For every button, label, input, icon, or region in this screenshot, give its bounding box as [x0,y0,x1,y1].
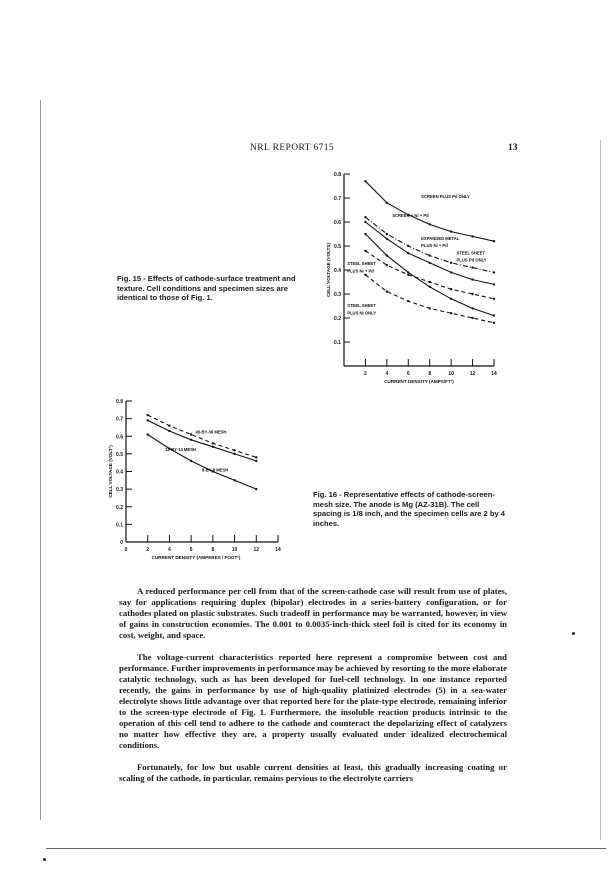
y-axis-label: CELL VOLTAGE (VOLT¹) [108,445,113,498]
data-point [429,281,431,283]
data-point [147,414,149,416]
data-point [364,216,366,218]
series-line [148,435,257,490]
curve-label: SCREEN PLUS Pd ONLY [421,194,470,199]
data-point [471,293,473,295]
data-point [407,300,409,302]
data-point [386,290,388,292]
data-point [471,278,473,280]
x-tick-label: 2 [146,547,150,553]
y-tick-label: 0.8 [334,172,341,178]
data-point [233,479,235,481]
data-point [386,238,388,240]
data-point [386,202,388,204]
y-tick-label: 0 [120,540,123,546]
data-point [429,223,431,225]
curve-label: STEEL SHEET [347,261,376,267]
data-point [450,288,452,290]
paragraph: The voltage-current characteristics reported here represent a compromise between cost and performance. Further improvements in performance may be achieved by resorting to the more elaborate catalytic technology, such as has been developed for fuel-cell technology. In one instance reported recently, the gains in performance by use of high-quality platinized electrodes (5) in a sea-water electrolyte shows little advantage over that reported here for the plate-type electrode, remaining inferior to the screen-type electrode of Fig. 1. Furthermore, the insoluble reaction products intrinsic to the operation of this cell tend to adhere to the cathode and counteract the depolarizing effect of catalyzers no matter how effective they are, a property usually evaluated under idealized electrochemical conditions. [119,652,507,750]
body-text [119,586,507,795]
data-point [190,460,192,462]
y-tick-label: 0.7 [334,196,341,202]
data-point [493,271,495,273]
data-point [471,266,473,268]
left-page-edge [40,100,41,820]
data-point [190,433,192,435]
paragraph: Fortunately, for low but usable current densities at least, this gradually increasing coating or scaling of the cathode, in particular, remains pervious to the electrolyte carriers [119,762,507,783]
footer-rule [46,848,606,849]
data-point [212,446,214,448]
page-number: 13 [508,143,518,153]
y-tick-label: 0.8 [116,399,123,405]
x-axis-label: CURRENT DENSITY (AMPS/FT²) [384,379,454,384]
data-point [429,307,431,309]
y-tick-label: 0.4 [116,469,123,476]
curve-label: PLUS Ni + Pd [421,243,448,249]
data-point [450,298,452,300]
figure-16-svg [106,395,292,580]
y-tick-label: 0.1 [116,522,123,529]
curve-label: STEEL SHEET [347,303,376,309]
data-point [493,298,495,300]
figure-15-chart [306,168,506,390]
data-point [364,274,366,276]
x-tick-label: 10 [448,371,454,377]
data-point [364,221,366,223]
x-tick-label: 10 [231,547,238,553]
data-point [450,262,452,264]
curve-label: PLUS Pd ONLY [456,257,487,263]
data-point [147,419,149,421]
y-tick-label: 0.2 [334,316,341,322]
y-tick-label: 0.2 [116,504,123,511]
data-point [190,439,192,441]
data-point [493,240,495,242]
data-point [493,314,495,316]
data-point [471,317,473,319]
curve-label: 40-BY-36 MESH [195,429,227,435]
x-tick-label: 6 [406,371,410,377]
x-tick-label: 12 [469,371,476,377]
data-point [212,442,214,444]
data-point [493,283,495,285]
data-point [364,250,366,252]
y-tick-label: 0.1 [334,340,341,346]
x-tick-label: 6 [189,547,193,553]
y-tick-label: 0.6 [116,434,123,441]
right-page-edge [600,140,601,840]
x-tick-label: 12 [253,547,260,553]
data-point [429,286,431,288]
data-point [147,433,149,435]
x-axis-label: CURRENT DENSITY (AMPERES / FOOT²) [151,555,241,560]
figure-15-svg [306,168,506,390]
data-point [255,460,257,462]
data-point [364,233,366,235]
data-point [386,264,388,266]
curve-label: 8-BY-8 MESH [202,467,229,473]
data-point [471,235,473,237]
data-point [450,230,452,232]
curve-label: 12-BY-14 MESH [165,447,197,453]
y-tick-label: 0.3 [334,292,341,298]
data-point [407,245,409,247]
data-point [407,271,409,273]
data-point [168,430,170,432]
data-point [364,180,366,182]
y-tick-label: 0.6 [334,220,341,226]
x-tick-label: 14 [275,547,281,553]
data-point [386,233,388,235]
x-tick-label: 4 [385,371,389,377]
series-line [148,420,257,461]
x-tick-label: 8 [428,371,432,377]
curve-label: SCREEN + Ni + Pd [392,213,429,219]
data-point [407,252,409,254]
curve-label: PLUS Ni ONLY [347,310,377,316]
y-tick-label: 0.7 [116,416,123,423]
y-tick-label: 0.5 [116,451,123,458]
y-axis-label: CELL VOLTAGE (VOLTS) [326,242,331,298]
series-line [148,415,257,457]
data-point [429,254,431,256]
x-tick-label: 2 [364,371,367,377]
x-tick-label: 8 [211,547,215,553]
data-point [471,307,473,309]
data-point [407,274,409,276]
curve-label: EXPANDED METAL [421,236,460,241]
curve-label: PLUS Ni + Pd [347,268,374,274]
x-tick-label: 0 [124,547,128,553]
data-point [450,271,452,273]
y-tick-label: 0.3 [116,487,123,494]
data-point [450,312,452,314]
data-point [233,453,235,455]
data-point [429,262,431,264]
figure-16-chart [106,395,292,580]
curve-label: STEEL SHEET [456,250,486,256]
report-title: NRL REPORT 6715 [250,143,335,153]
data-point [493,322,495,324]
scan-speck [572,632,575,635]
data-point [168,424,170,426]
y-tick-label: 0.4 [334,268,341,274]
figure-16-caption: Fig. 16 - Representative effects of cathode-screen-mesh size. The anode is Mg (AZ-31B). The cell spacing is 1/8 inch, and the specimen cells are 2 by 4 inches. [313,490,506,528]
data-point [386,254,388,256]
paragraph: A reduced performance per cell from that of the screen-cathode case will result from use of plates, say for applications requiring duplex (bipolar) electrodes in a series-battery configuration, or for cathodes plated on plastic substrates. Such tradeoff in performance may be warranted, however, in view of gains in construction economies. The 0.001 to 0.0035-inch-thick steel foil is cited for its economy in cost, weight, and space. [119,586,507,640]
figure-15-caption: Fig. 15 - Effects of cathode-surface treatment and texture. Cell conditions and specimen sizes are identical to those of Fig. 1. [117,274,296,303]
data-point [255,488,257,490]
data-point [255,456,257,458]
scan-speck [43,858,46,861]
x-tick-label: 4 [168,547,171,553]
y-tick-label: 0.5 [334,244,341,250]
page-header [0,143,614,157]
x-tick-label: 14 [491,371,497,377]
data-point [233,449,235,451]
